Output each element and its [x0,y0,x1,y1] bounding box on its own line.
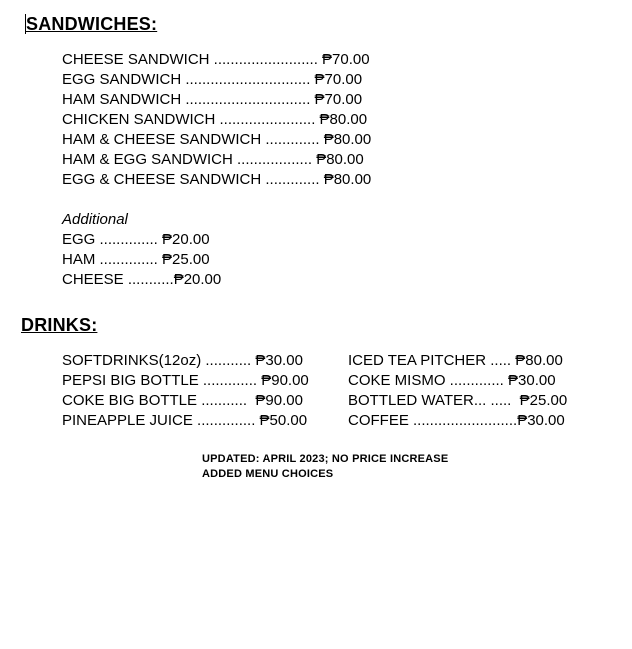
list-item: EGG SANDWICH .............................. ₱70.00 [62,71,363,88]
list-item: COKE BIG BOTTLE ........... ₱90.00 [62,392,303,409]
added-choices-note: ADDED MENU CHOICES [202,468,334,480]
list-item: EGG .............. ₱20.00 [62,231,210,248]
additional-menu-list [62,230,221,290]
list-item: CHICKEN SANDWICH ....................... ₱80.00 [62,111,368,128]
drinks-right-column [348,351,567,431]
list-item: BOTTLED WATER... ..... ₱25.00 [348,392,568,409]
list-item: SOFTDRINKS(12oz) ........... ₱30.00 [62,352,303,369]
sandwiches-heading: SANDWICHES: [26,14,158,34]
list-item: PINEAPPLE JUICE .............. ₱50.00 [62,412,308,429]
drinks-heading: DRINKS: [21,315,98,335]
list-item: PEPSI BIG BOTTLE ............. ₱90.00 [62,372,309,389]
list-item: HAM & CHEESE SANDWICH ............. ₱80.00 [62,131,372,148]
list-item: HAM & EGG SANDWICH .................. ₱80.00 [62,151,364,168]
additional-label: Additional [62,211,128,228]
update-note: UPDATED: APRIL 2023; NO PRICE INCREASE [202,453,449,465]
list-item: EGG & CHEESE SANDWICH ............. ₱80.00 [62,171,372,188]
list-item: HAM SANDWICH .............................. ₱70.00 [62,91,363,108]
list-item: COKE MISMO ............. ₱30.00 [348,372,556,389]
list-item: COFFEE .........................₱30.00 [348,412,565,429]
list-item: CHEESE SANDWICH ......................... ₱70.00 [62,51,370,68]
sandwich-menu-list [62,50,371,190]
drinks-left-column [62,351,309,431]
list-item: HAM .............. ₱25.00 [62,251,210,268]
list-item: CHEESE ...........₱20.00 [62,271,222,288]
list-item: ICED TEA PITCHER ..... ₱80.00 [348,352,563,369]
